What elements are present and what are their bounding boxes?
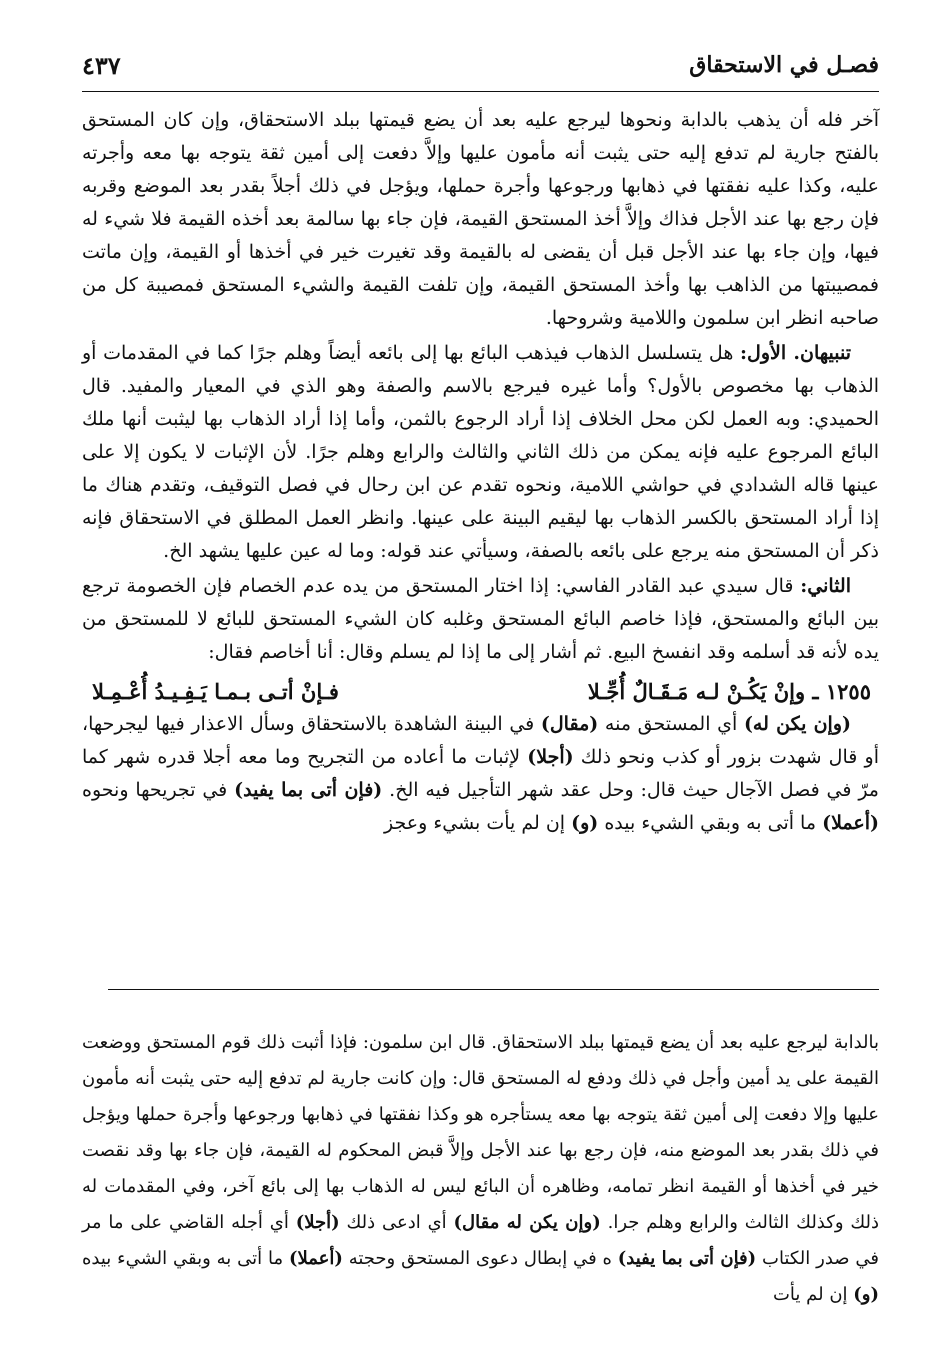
note-second bbox=[82, 570, 879, 669]
footnote-text-run: إن لم يأت bbox=[772, 1284, 854, 1305]
commentary-term: (أعملا) bbox=[822, 812, 879, 834]
footnote-term: (وإن يكن له مقال) bbox=[453, 1212, 601, 1233]
main-text bbox=[82, 104, 879, 840]
commentary-text: ما أتى به وبقي الشيء بيده bbox=[598, 812, 823, 834]
footnote-separator bbox=[108, 989, 879, 990]
commentary-term: (مقال) bbox=[540, 713, 599, 735]
footnote-term: (أجلا) bbox=[295, 1212, 340, 1233]
footnote-text bbox=[82, 1025, 879, 1313]
page-number: ٤٣٧ bbox=[82, 50, 121, 80]
footnote-term: (فإن أتى بما يفيد) bbox=[617, 1248, 757, 1269]
verse-second-hemistich: فـإنْ أتـى بـمـا يَـفِـيـدُ أُعْـمِـلا bbox=[92, 679, 339, 704]
note-second-label: الثاني: bbox=[800, 575, 851, 597]
note-second-text: قال سيدي عبد القادر الفاسي: إذا اختار المستحق من يده عدم الخصام فإن الخصومة ترجع بين البائع والمستحق، فإذا خاصم البائع المستحق وغلبه كان الشيء المستحق للبائع لا للمستحق من يده لأنه قد أسلمه وقد انفسخ البيع. ثم أشار إلى ما إذا لم يسلم وقال: أنا أخاصم فقال: bbox=[82, 575, 879, 663]
note-first-text: هل يتسلسل الذهاب فيذهب البائع بها إلى بائعه أيضاً وهلم جرًا كما في المقدمات أو الذهاب بها مخصوص بالأول؟ وأما غيره فيرجع بالاسم والصفة وهو الذي في المعيار والمفيد. قال الحميدي: وبه العمل لكن محل الخلاف إذا أراد الرجوع بالثمن، وأما إذا أراد الذهاب بها ليثبت أنها ملك البائع المرجوع عليه فإنه يمكن من ذلك الثاني والثالث والرابع وهلم جرًا. لأن الإثبات لا يكون إلا على عينها قاله الشدادي في حواشي اللامية، ونحوه تقدم عن ابن رحال في فصل التوقيف، وتقدم هناك ما إذا أراد المستحق بالكسر الذهاب بها ليقيم البينة على عينها. وانظر العمل المطلق في الاستحقاق فإنه ذكر أن المستحق منه يرجع على بائعه بالصفة، وسيأتي عند قوله: وما له عين عليها يشهد الخ. bbox=[82, 342, 879, 562]
verse-line bbox=[92, 675, 871, 708]
footnote-text-run: أي أجله القاضي على ما مر في صدر الكتاب bbox=[82, 1212, 879, 1269]
page-header bbox=[82, 42, 879, 88]
commentary-text: إن لم يأت بشيء وعجز bbox=[384, 812, 572, 834]
header-rule bbox=[82, 91, 879, 92]
commentary-text: أي المستحق منه bbox=[598, 713, 744, 735]
footnote-text-run: ه في إبطال دعوى المستحق وحجته bbox=[342, 1248, 618, 1269]
footnote-text-run: أي ادعى ذلك bbox=[339, 1212, 454, 1233]
running-title: فصـل في الاستحقاق bbox=[689, 52, 879, 78]
commentary-term: (فإن أتى بما يفيد) bbox=[234, 779, 383, 801]
commentary-text: في تجريحها ونحوه bbox=[82, 779, 235, 801]
commentary-term: (أجلا) bbox=[527, 746, 574, 768]
commentary-text: في البينة الشاهدة بالاستحقاق وسأل الاعذار فيها ليجرحها، أو قال شهدت بزور أو كذب ونحو ذلك bbox=[82, 713, 879, 768]
commentary-term: (وإن يكن له) bbox=[743, 713, 851, 735]
footnote-term: (و) bbox=[853, 1284, 879, 1305]
note-first bbox=[82, 337, 879, 568]
commentary-text: لإثبات ما أعاده من التجريح وما معه أجلا قدره شهر كما مرّ في فصل الآجال حيث قال: وحل عقد شهر التأجيل فيه الخ. bbox=[82, 746, 879, 801]
paragraph-intro: آخر فله أن يذهب بالدابة ونحوها ليرجع عليه بعد أن يضع قيمتها ببلد الاستحقاق، وإن كان المستحق بالفتح جارية لم تدفع إليه حتى يثبت أنه مأمون عليها وإلاَّ دفعت إلى أمين ثقة يتوجه بها معه وأجرته عليه، وكذا عليه نفقتها في ذهابها ورجوعها وأجرة حملها، ويؤجل في ذلك أجلاً بقدر بعد الموضع وقربه فإن رجع بها عند الأجل فذاك وإلاَّ أخذ المستحق القيمة، فإن جاء بها سالمة بعد أخذه القيمة فلا شيء له فيها، وإن جاء بها عند الأجل قبل أن يقضى له بالقيمة وقد تغيرت خير في أخذها أو القيمة، وإن ماتت فمصيبتها من الذاهب بها وأخذ المستحق القيمة، وإن تلفت القيمة والشيء المستحق فمصيبة كل من صاحبه انظر ابن سلمون واللامية وشروحها. bbox=[82, 109, 879, 329]
commentary bbox=[82, 708, 879, 840]
footnote-text-run: بالدابة ليرجع عليه بعد أن يضع قيمتها ببلد الاستحقاق. قال ابن سلمون: فإذا أثبت ذلك قوم المستحق ووضعت القيمة على يد أمين وأجل في ذلك ودفع له المستحق قال: وإن كانت جارية لم تدفع إليه حتى يثبت أنه مأمون عليها وإلا دفعت إلى أمين ثقة يتوجه بها معه يستأجره هو وكذا نفقتها في ذهابها ورجوعها وأجرة حملها ويؤجل في ذلك بقدر بعد الموضع منه، فإن رجع بها عند الأجل وإلاَّ قبض المحكوم له القيمة، فإن جاء بها وقد نقصت خير في أخذها أو القيمة انظر تمامه، وظاهره أن البائع ليس له الذهاب بها إلى بائع آخر، وفي المقدمات له ذلك وكذلك الثالث والرابع وهلم جرا. bbox=[82, 1032, 880, 1233]
commentary-term: (و) bbox=[571, 812, 599, 834]
footnote-paragraph bbox=[82, 1025, 879, 1313]
note-first-label: تنبيهان. الأول: bbox=[740, 342, 851, 364]
footnote-term: (أعملا) bbox=[288, 1248, 343, 1269]
verse-first-hemistich: ١٢٥٥ ـ وإنْ يَكُـنْ لـه مَـقَـالٌ أُجِّـلا bbox=[587, 679, 871, 704]
footnote-text-run: ما أتى به وبقي الشيء بيده bbox=[82, 1248, 289, 1269]
